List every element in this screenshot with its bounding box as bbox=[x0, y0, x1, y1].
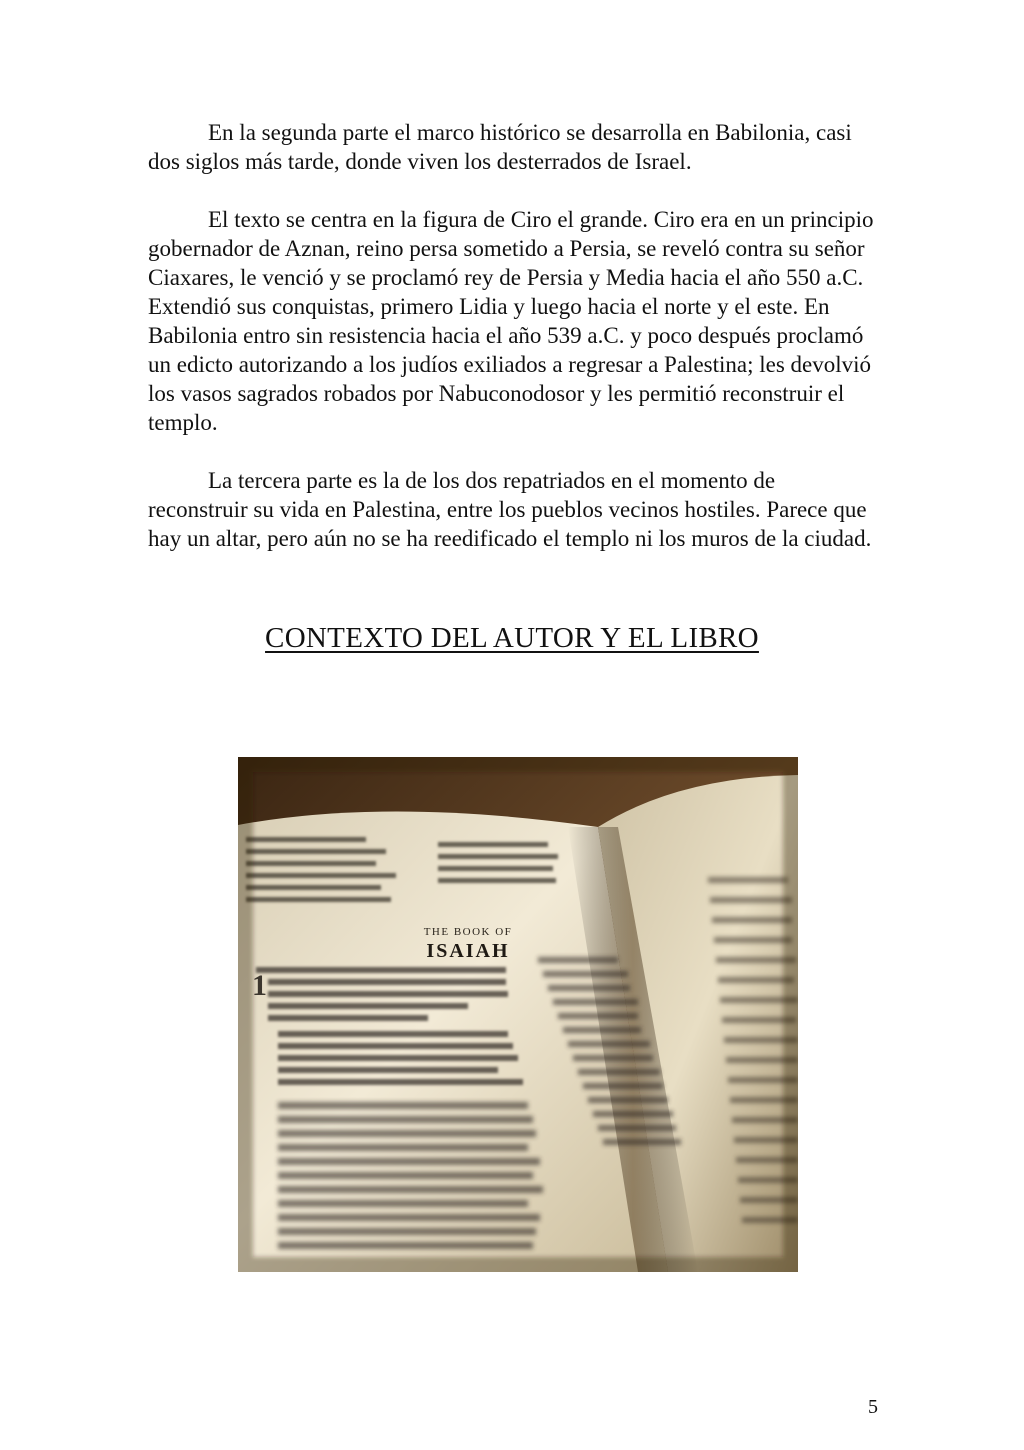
paragraph-third-part: La tercera parte es la de los dos repatriados en el momento de reconstruir su vida en Palestina, entre los pueblos vecinos hostiles. Parece que hay un altar, pero aún no se ha reedificado el templo ni los muros de la ciudad. bbox=[148, 468, 872, 551]
paragraph-cyrus: El texto se centra en la figura de Ciro el grande. Ciro era en un principio gobernador de Aznan, reino persa sometido a Persia, se reveló contra su señor Ciaxares, le venció y se proclamó rey de Persia y Media hacia el año 550 a.C. Extendió sus conquistas, primero Lidia y luego hacia el norte y el este. En Babilonia entro sin resistencia hacia el año 539 a.C. y poco después proclamó un edicto autorizando a los judíos exiliados a regresar a Palestina; les devolvió los vasos sagrados robados por Nabuconodosor y les permitió reconstruir el templo. bbox=[148, 207, 874, 435]
book-title-text: ISAIAH bbox=[426, 940, 510, 962]
book-header-text: THE BOOK OF bbox=[423, 926, 513, 938]
body-text bbox=[148, 118, 880, 582]
section-heading: CONTEXTO DEL AUTOR Y EL LIBRO bbox=[265, 622, 759, 654]
open-bible-illustration bbox=[238, 757, 798, 1272]
open-bible-photo bbox=[238, 757, 798, 1272]
chapter-number-glyph: 1 bbox=[252, 969, 267, 1002]
page-number: 5 bbox=[868, 1396, 878, 1418]
paragraph-second-part: En la segunda parte el marco histórico se desarrolla en Babilonia, casi dos siglos más tarde, donde viven los desterrados de Israel. bbox=[148, 120, 852, 174]
